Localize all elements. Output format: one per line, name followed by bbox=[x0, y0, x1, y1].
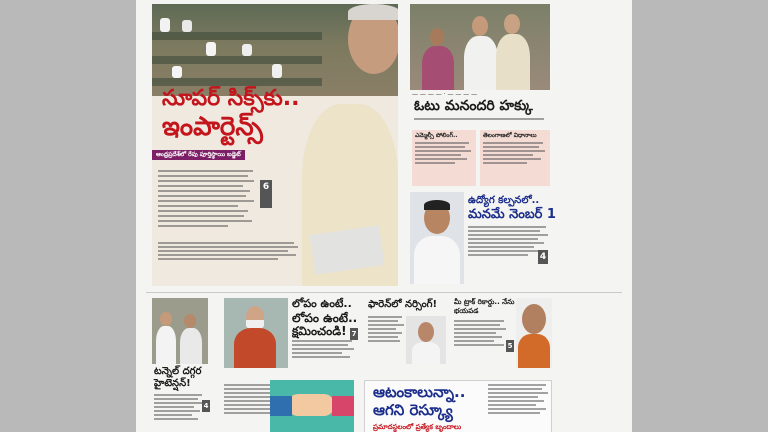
newspaper-page bbox=[136, 0, 632, 432]
apology-headline: లోపం ఉంటే.. క్షమించండి! bbox=[292, 311, 358, 339]
tunnel-bullets bbox=[154, 394, 204, 422]
right-backdrop bbox=[632, 0, 768, 432]
telangana-box bbox=[480, 130, 550, 186]
handshake-illustration bbox=[270, 380, 354, 432]
lead-subhead: ఆంధ్రప్రదేశ్‌లో రేపు పూర్తిస్థాయి బడ్జెట్ bbox=[152, 150, 245, 160]
voting-summary bbox=[414, 118, 546, 122]
lead-headline-line2: ఇంపార్టెన్స్ bbox=[162, 112, 263, 142]
section-divider bbox=[146, 292, 622, 293]
polling-box-title: ఎమ్మెల్సీ పోలింగ్.. bbox=[415, 132, 458, 139]
jobs-headline-line2: మనమే నెంబర్ 1 bbox=[468, 207, 556, 222]
apology-photo bbox=[224, 298, 288, 368]
voting-headline: ఓటు మనందరి హక్కు bbox=[414, 98, 533, 114]
telangana-box-title: తెలంగాణలో విధానాలు bbox=[483, 132, 537, 139]
polling-box bbox=[412, 130, 476, 186]
rescue-text bbox=[488, 384, 548, 416]
trackrecord-page-number: 5 bbox=[507, 342, 513, 350]
jobs-page-number: 4 bbox=[539, 252, 547, 262]
cm-photo bbox=[410, 192, 464, 284]
apology-headline-1: లోపం ఉంటే.. bbox=[292, 297, 352, 310]
tunnel-headline: టన్నెల్ దగ్గర హైటెన్షన్! bbox=[154, 366, 202, 389]
rescue-subhead: ప్రమాదస్థలంలో ప్రత్యేక బృందాలు bbox=[373, 423, 462, 431]
voting-photo bbox=[410, 4, 550, 90]
trackrecord-headline: మీ ట్రాక్ రికార్డు.. నేను భయపడ bbox=[454, 298, 515, 316]
apology-page-number: 7 bbox=[351, 330, 357, 338]
rescue-headline-line1: ఆటంకాలున్నా.. bbox=[373, 383, 466, 401]
left-backdrop bbox=[0, 0, 136, 432]
jobs-headline-line1: ఉద్యోగ కల్పనలో.. bbox=[468, 195, 540, 206]
minister-photo bbox=[516, 298, 552, 368]
jobs-bullets bbox=[468, 226, 548, 258]
nursing-headline: ఫారెన్‌లో నర్సింగ్! bbox=[368, 299, 438, 310]
rescue-headline-line2: ఆగని రెస్క్యూ bbox=[373, 401, 453, 419]
nursing-photo bbox=[406, 316, 446, 364]
lead-body-text bbox=[158, 242, 298, 262]
voting-caption-small: — — — — · — — — — bbox=[412, 91, 478, 98]
trackrecord-text bbox=[454, 320, 506, 348]
tunnel-photo bbox=[152, 298, 208, 364]
tunnel-page-number: 4 bbox=[203, 402, 209, 410]
lead-story bbox=[152, 4, 398, 286]
apology-text bbox=[292, 340, 356, 360]
lead-bullets bbox=[158, 170, 258, 230]
lead-headline-line1: సూపర్ సిక్స్‌కు.. bbox=[162, 86, 300, 111]
nursing-text bbox=[368, 316, 404, 344]
lead-page-number: 6 bbox=[260, 180, 272, 208]
